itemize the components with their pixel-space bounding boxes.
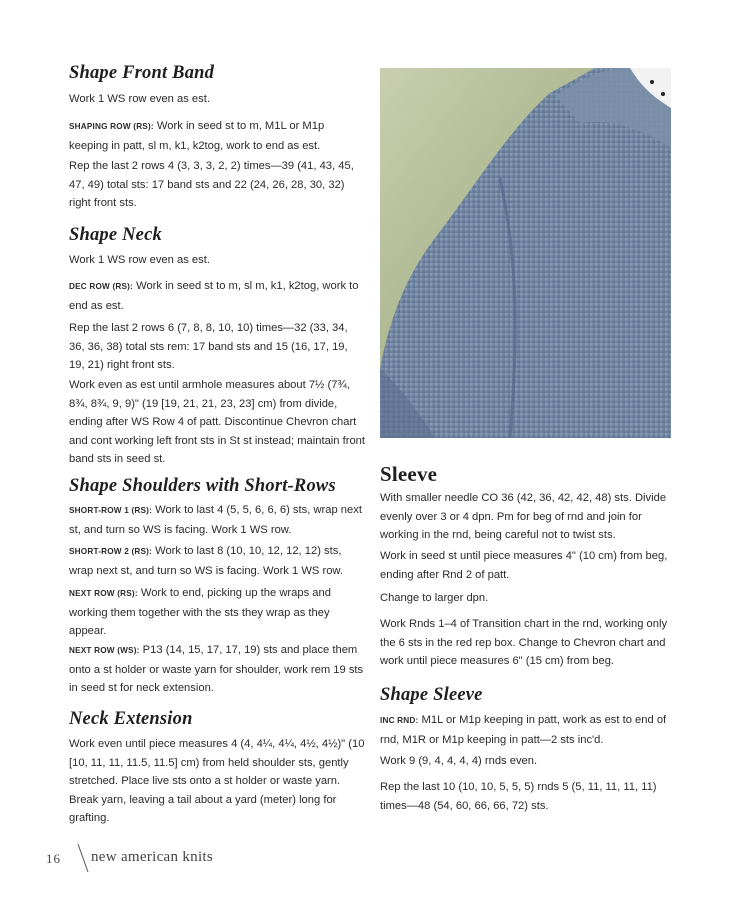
front-band-p2-lead: SHAPING ROW (RS):: [69, 122, 154, 131]
shirt-dot: [650, 80, 654, 84]
shape-sleeve-p1: [380, 711, 676, 749]
neck-p1: Work 1 WS row even as est.: [69, 254, 210, 266]
shoulders-p4: [69, 641, 365, 698]
heading-neck-extension: Neck Extension: [69, 709, 193, 729]
shoulders-p2: [69, 542, 365, 580]
shoulders-p3-lead: NEXT ROW (RS):: [69, 589, 138, 598]
sleeve-p4: Work Rnds 1–4 of Transition chart in the rnd, working only the 6 sts in the red rep box. Change to Chevron chart and work until piece measures 6" (15 cm) from beg.: [380, 618, 668, 668]
sleeve-p3: Change to larger dpn.: [380, 592, 489, 604]
shoulders-p3: [69, 584, 365, 641]
front-band-p2-text: Work in seed st to m, M1L or M1p keeping in patt, sl m, k1, k2tog, work to end as est.: [69, 120, 325, 152]
sleeve-p1: With smaller needle CO 36 (42, 36, 42, 42, 48) sts. Divide evenly over 3 or 4 dpn. Pm for beg of rnd and join for working in the rnd, being careful not to twist sts.: [380, 492, 667, 542]
shoulders-p1-text: Work to last 4 (5, 5, 6, 6, 6) sts, wrap next st, and turn so WS is facing. Work 1 WS row.: [69, 504, 362, 536]
sleeve-p2: Work in seed st until piece measures 4" (10 cm) from beg, ending after Rnd 2 of patt.: [380, 550, 668, 581]
photo-illustration: [380, 68, 671, 438]
neck-p2-lead: DEC ROW (RS):: [69, 282, 133, 291]
neck-p2: [69, 277, 365, 315]
shoulders-p2-text: Work to last 8 (10, 10, 12, 12, 12) sts, wrap next st, and turn so WS is facing. Work 1 WS row.: [69, 545, 343, 577]
front-band-p1: Work 1 WS row even as est.: [69, 93, 210, 105]
heading-shape-front-band: Shape Front Band: [69, 63, 215, 83]
footer-divider-icon: [76, 843, 90, 873]
shirt-dot: [661, 92, 665, 96]
front-band-p3: Rep the last 2 rows 4 (3, 3, 3, 2, 2) times—39 (41, 43, 45, 47, 49) total sts: 17 band sts and 22 (24, 26, 28, 30, 32) right front sts.: [69, 160, 354, 210]
shape-sleeve-p2: Work 9 (9, 4, 4, 4, 4) rnds even.: [380, 755, 538, 767]
shoulders-p2-lead: SHORT-ROW 2 (RS):: [69, 547, 152, 556]
shoulders-p4-text: P13 (14, 15, 17, 17, 19) sts and place them onto a st holder or waste yarn for shoulder, work rem 19 sts in seed st for neck extension.: [69, 644, 364, 695]
neck-p2-text: Work in seed st to m, sl m, k1, k2tog, work to end as est.: [69, 280, 359, 312]
neck-ext-p1: Work even until piece measures 4 (4, 4¼, 4¼, 4½, 4½)" (10 [10, 11, 11, 11.5, 11.5] cm) from held shoulder sts, gently stretched. Place live sts onto a st holder or waste yarn. Break yarn, leaving a tail about a yard (meter) long for grafting.: [69, 738, 365, 825]
neck-p4: Work even as est until armhole measures about 7½ (7¾, 8¾, 8¾, 9, 9)" (19 [19, 21, 21, 23, 23] cm) from divide, ending after WS Row 4 of patt. Discontinue Chevron chart and cont working left front sts in St st instead; maintain front band sts in seed st.: [69, 379, 365, 466]
shoulders-p3-text: Work to end, picking up the wraps and working them together with the sts they wrap as they appear.: [69, 587, 331, 638]
shape-sleeve-p3: Rep the last 10 (10, 10, 5, 5, 5) rnds 5 (5, 11, 11, 11, 11) times—48 (54, 60, 66, 66, 72) sts.: [380, 781, 657, 812]
heading-shape-neck: Shape Neck: [69, 225, 162, 245]
front-band-p2: [69, 117, 365, 155]
heading-shape-sleeve: Shape Sleeve: [380, 685, 483, 705]
shoulders-p4-lead: NEXT ROW (WS):: [69, 646, 140, 655]
sweater-shoulder-photo: [380, 68, 671, 438]
heading-sleeve: Sleeve: [380, 462, 438, 486]
book-title: new american knits: [91, 849, 214, 865]
heading-shape-shoulders: Shape Shoulders with Short-Rows: [69, 476, 336, 496]
page-number: 16: [46, 851, 61, 866]
shape-sleeve-p1-text: M1L or M1p keeping in patt, work as est to end of rnd, M1R or M1p keeping in patt—2 sts inc'd.: [380, 714, 667, 746]
shape-sleeve-p1-lead: INC RND:: [380, 716, 419, 725]
neck-p3: Rep the last 2 rows 6 (7, 8, 8, 10, 10) times—32 (33, 34, 36, 36, 38) total sts rem: 17 band sts and 15 (16, 17, 19, 19, 21) right front sts.: [69, 322, 348, 372]
shoulders-p1-lead: SHORT-ROW 1 (RS):: [69, 506, 152, 515]
shoulders-p1: [69, 501, 365, 539]
